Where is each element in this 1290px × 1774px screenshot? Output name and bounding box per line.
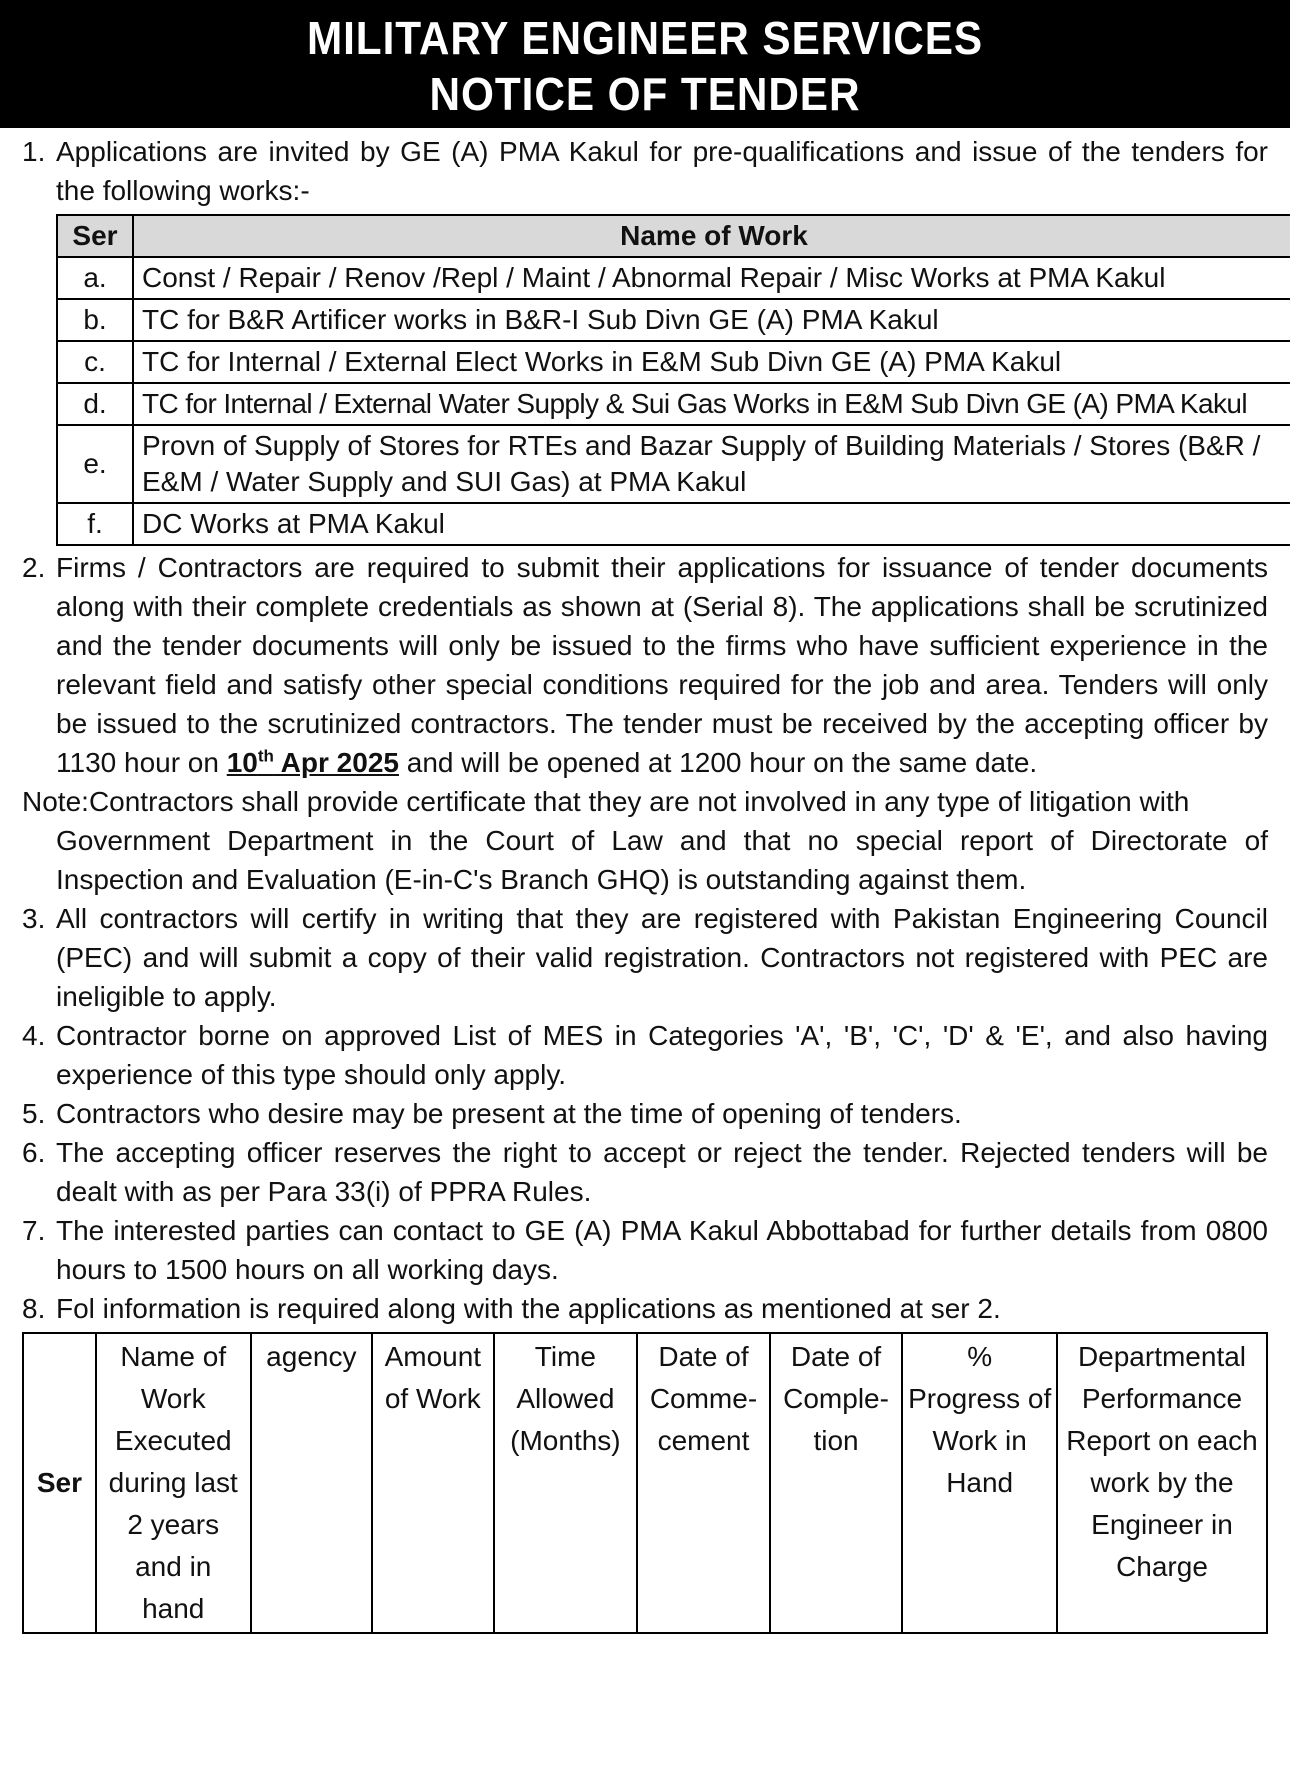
- fol-table-header: [23, 1333, 1267, 1633]
- fol-time-allowed-header: Time Allowed (Months): [494, 1333, 638, 1633]
- table-row: [57, 503, 1290, 545]
- paragraph-number: 3.: [22, 903, 46, 934]
- notice-header: [0, 0, 1290, 128]
- paragraph-text-start: Firms / Contractors are required to submit their applications for issuance of tender documents along with their complete credentials as shown at (Serial 8). The applications shall be scrutinized and the tender documents will only be issued to the firms who have sufficient experience in the relevant field and satisfy other special conditions required for the job and area. Tenders will only be issued to the scrutinized contractors. The tender must be received by the accepting officer by 1130 hour on: [56, 552, 1268, 778]
- fol-information-table: [22, 1332, 1268, 1634]
- paragraph-number: 6.: [22, 1137, 46, 1168]
- note-text-first: Contractors shall provide certificate that they are not involved in any type of litigation with: [88, 786, 1190, 817]
- closing-date-suffix: th: [257, 746, 274, 766]
- paragraph-text: Contractors who desire may be present at the time of opening of tenders.: [56, 1098, 962, 1129]
- works-table: [56, 214, 1290, 546]
- header-title: MILITARY ENGINEER SERVICES: [306, 12, 984, 64]
- note-paragraph: [22, 782, 1268, 899]
- paragraph-number: 4.: [22, 1020, 46, 1051]
- paragraph-number: 2.: [22, 552, 46, 583]
- table-row: [57, 257, 1290, 299]
- fol-date-completion-header: Date of Comple-tion: [770, 1333, 903, 1633]
- paragraph-8: [22, 1289, 1268, 1328]
- row-name: Provn of Supply of Stores for RTEs and Bazar Supply of Building Materials / Stores (B&R / E&M / Water Supply and SUI Gas) at PMA Kakul: [133, 425, 1290, 503]
- paragraph-text-end: and will be opened at 1200 hour on the same date.: [398, 747, 1038, 778]
- paragraph-5: [22, 1094, 1268, 1133]
- paragraph-2: [22, 548, 1268, 782]
- row-ser: a.: [57, 257, 133, 299]
- row-ser: e.: [57, 425, 133, 503]
- paragraph-number: 8.: [22, 1293, 46, 1324]
- paragraph-text: Fol information is required along with the applications as mentioned at ser 2.: [56, 1293, 1001, 1324]
- closing-date: [227, 747, 399, 778]
- row-name: TC for Internal / External Water Supply & Sui Gas Works in E&M Sub Divn GE (A) PMA Kakul: [133, 383, 1290, 425]
- table-row: [57, 383, 1290, 425]
- table-row: [57, 299, 1290, 341]
- row-name: DC Works at PMA Kakul: [133, 503, 1290, 545]
- fol-ser-header: Ser: [23, 1333, 96, 1633]
- fol-date-commencement-header: Date of Comme-cement: [637, 1333, 770, 1633]
- note-text-rest: Government Department in the Court of Law and that no special report of Directorate of Inspection and Evaluation (E-in-C's Branch GHQ) is outstanding against them.: [56, 825, 1268, 895]
- table-row: [57, 341, 1290, 383]
- note-first-line: [22, 782, 1268, 821]
- paragraph-text: All contractors will certify in writing that they are registered with Pakistan Engineering Council (PEC) and will submit a copy of their valid registration. Contractors not registered with PEC are ineligible to apply.: [56, 903, 1268, 1012]
- paragraph-7: [22, 1211, 1268, 1289]
- paragraph-4: [22, 1016, 1268, 1094]
- paragraph-6: [22, 1133, 1268, 1211]
- fol-name-of-work-header: Name of Work Executed during last 2 years and in hand: [96, 1333, 251, 1633]
- works-table-header: [57, 215, 1290, 257]
- paragraph-text: Contractor borne on approved List of MES in Categories 'A', 'B', 'C', 'D' & 'E', and also having experience of this type should only apply.: [56, 1020, 1268, 1090]
- row-name: Const / Repair / Renov /Repl / Maint / Abnormal Repair / Misc Works at PMA Kakul: [133, 257, 1290, 299]
- paragraph-1: [22, 132, 1268, 210]
- row-name: TC for Internal / External Elect Works in E&M Sub Divn GE (A) PMA Kakul: [133, 341, 1290, 383]
- header-subtitle: NOTICE OF TENDER: [429, 68, 861, 120]
- closing-date-month-year: Apr 2025: [273, 747, 399, 778]
- name-of-work-header: Name of Work: [133, 215, 1290, 257]
- row-ser: f.: [57, 503, 133, 545]
- paragraph-text: [56, 548, 1268, 782]
- table-row: [57, 425, 1290, 503]
- row-ser: d.: [57, 383, 133, 425]
- fol-progress-header: % Progress of Work in Hand: [902, 1333, 1057, 1633]
- paragraph-number: 1.: [22, 136, 46, 167]
- paragraph-text: Applications are invited by GE (A) PMA Kakul for pre-qualifications and issue of the tenders for the following works:-: [56, 136, 1268, 206]
- paragraph-number: 5.: [22, 1098, 46, 1129]
- fol-performance-header: Departmental Performance Report on each work by the Engineer in Charge: [1057, 1333, 1267, 1633]
- note-label: Note:: [22, 786, 89, 817]
- ser-header: Ser: [57, 215, 133, 257]
- paragraph-text: The accepting officer reserves the right to accept or reject the tender. Rejected tenders will be dealt with as per Para 33(i) of PPRA Rules.: [56, 1137, 1268, 1207]
- row-ser: c.: [57, 341, 133, 383]
- fol-amount-header: Amount of Work: [372, 1333, 494, 1633]
- row-name: TC for B&R Artificer works in B&R-I Sub Divn GE (A) PMA Kakul: [133, 299, 1290, 341]
- fol-agency-header: agency: [251, 1333, 373, 1633]
- paragraph-text: The interested parties can contact to GE (A) PMA Kakul Abbottabad for further details from 0800 hours to 1500 hours on all working days.: [56, 1215, 1268, 1285]
- paragraph-number: 7.: [22, 1215, 46, 1246]
- row-ser: b.: [57, 299, 133, 341]
- paragraph-3: [22, 899, 1268, 1016]
- notice-body: [22, 132, 1268, 1634]
- closing-date-day: 10: [226, 747, 258, 778]
